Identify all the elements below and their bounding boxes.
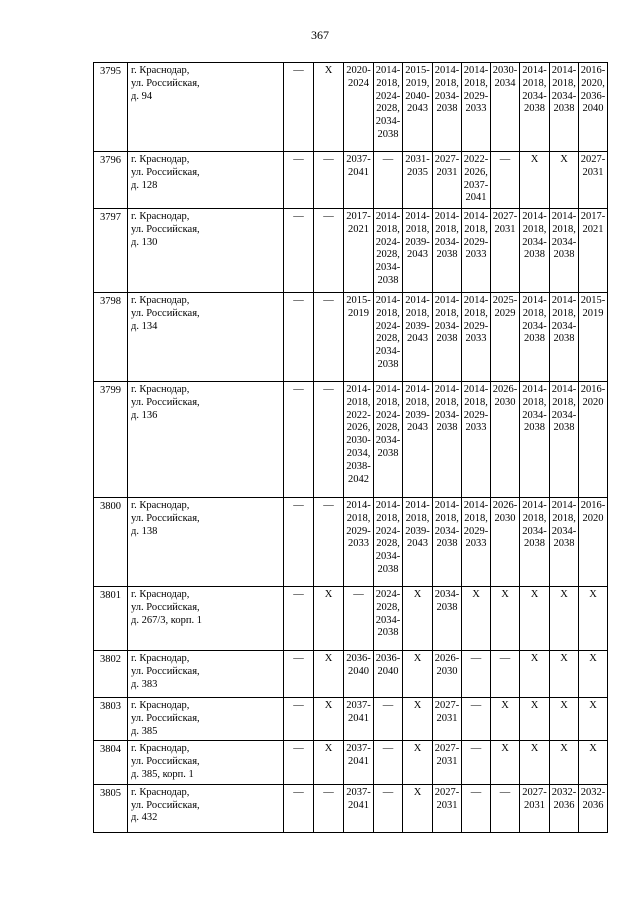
schedule-cell: 2026- 2030 (433, 651, 462, 698)
schedule-cell: — (314, 382, 344, 498)
schedule-cell: 2014- 2018, 2034- 2038 (520, 293, 550, 382)
table-row (94, 293, 608, 382)
row-number-cell: 3797 (94, 209, 128, 293)
schedule-cell: 2014- 2018, 2034- 2038 (550, 498, 579, 587)
schedule-cell: 2014- 2018, 2034- 2038 (433, 498, 462, 587)
schedule-cell: 2027- 2031 (433, 698, 462, 741)
page-number: 367 (311, 28, 329, 42)
schedule-cell: 2015- 2019, 2040- 2043 (403, 63, 433, 152)
schedule-cell: — (374, 152, 403, 209)
address-cell: г. Краснодар, ул. Российская, д. 130 (128, 209, 284, 293)
schedule-cell: 2014- 2018, 2039- 2043 (403, 498, 433, 587)
schedule-cell: X (579, 651, 608, 698)
schedule-cell: 2014- 2018, 2034- 2038 (433, 209, 462, 293)
address-cell: г. Краснодар, ул. Российская, д. 136 (128, 382, 284, 498)
table-row (94, 784, 608, 832)
row-number-cell: 3804 (94, 741, 128, 784)
address-cell: г. Краснодар, ул. Российская, д. 385, корп. 1 (128, 741, 284, 784)
schedule-cell: 2014- 2018, 2039- 2043 (403, 293, 433, 382)
schedule-cell: 2014- 2018, 2034- 2038 (520, 498, 550, 587)
schedule-cell: X (550, 587, 579, 651)
schedule-cell: 2014- 2018, 2029- 2033 (462, 209, 491, 293)
schedule-cell: — (284, 152, 314, 209)
schedule-cell: 2016- 2020, 2036- 2040 (579, 63, 608, 152)
table-row (94, 587, 608, 651)
schedule-cell: 2014- 2018, 2034- 2038 (550, 382, 579, 498)
address-cell: г. Краснодар, ул. Российская, д. 128 (128, 152, 284, 209)
schedule-cell: X (520, 651, 550, 698)
schedule-cell: X (314, 741, 344, 784)
schedule-cell: — (314, 293, 344, 382)
table-row (94, 651, 608, 698)
schedule-cell: — (314, 209, 344, 293)
address-cell: г. Краснодар, ул. Российская, д. 383 (128, 651, 284, 698)
schedule-cell: — (462, 784, 491, 832)
schedule-cell: 2014- 2018, 2034- 2038 (433, 63, 462, 152)
row-number-cell: 3795 (94, 63, 128, 152)
schedule-cell: 2022- 2026, 2037- 2041 (462, 152, 491, 209)
row-number-cell: 3802 (94, 651, 128, 698)
schedule-cell: X (403, 587, 433, 651)
schedule-cell: 2031- 2035 (403, 152, 433, 209)
schedule-cell: 2037- 2041 (344, 152, 374, 209)
schedule-cell: — (284, 209, 314, 293)
schedule-cell: 2014- 2018, 2034- 2038 (433, 382, 462, 498)
schedule-cell: X (520, 741, 550, 784)
schedule-cell: — (491, 784, 520, 832)
schedule-cell: 2014- 2018, 2024- 2028, 2034- 2038 (374, 63, 403, 152)
schedule-cell: 2014- 2018, 2034- 2038 (520, 382, 550, 498)
schedule-cell: — (314, 784, 344, 832)
address-cell: г. Краснодар, ул. Российская, д. 134 (128, 293, 284, 382)
table-row (94, 63, 608, 152)
schedule-cell: — (284, 784, 314, 832)
schedule-cell: X (520, 587, 550, 651)
schedule-cell: 2014- 2018, 2039- 2043 (403, 209, 433, 293)
schedule-cell: 2020- 2024 (344, 63, 374, 152)
schedule-cell: X (403, 651, 433, 698)
schedule-cell: 2037- 2041 (344, 698, 374, 741)
schedule-cell: 2015- 2019 (579, 293, 608, 382)
schedule-cell: — (314, 498, 344, 587)
schedule-cell: X (314, 63, 344, 152)
address-cell: г. Краснодар, ул. Российская, д. 385 (128, 698, 284, 741)
schedule-cell: X (520, 698, 550, 741)
table-row (94, 741, 608, 784)
schedule-cell: — (462, 651, 491, 698)
table-row (94, 209, 608, 293)
row-number-cell: 3805 (94, 784, 128, 832)
schedule-cell: 2014- 2018, 2034- 2038 (550, 63, 579, 152)
schedule-cell: X (550, 741, 579, 784)
row-number-cell: 3801 (94, 587, 128, 651)
schedule-cell: 2015- 2019 (344, 293, 374, 382)
table-row (94, 498, 608, 587)
schedule-cell: 2024- 2028, 2034- 2038 (374, 587, 403, 651)
schedule-cell: 2026- 2030 (491, 498, 520, 587)
row-number-cell: 3799 (94, 382, 128, 498)
schedule-cell: 2036- 2040 (344, 651, 374, 698)
schedule-cell: X (314, 651, 344, 698)
schedule-cell: 2014- 2018, 2034- 2038 (550, 293, 579, 382)
schedule-cell: X (403, 698, 433, 741)
schedule-cell: X (403, 741, 433, 784)
schedule-cell: X (550, 651, 579, 698)
schedule-cell: 2014- 2018, 2034- 2038 (433, 293, 462, 382)
schedule-cell: 2014- 2018, 2039- 2043 (403, 382, 433, 498)
schedule-cell: — (344, 587, 374, 651)
schedule-cell: 2027- 2031 (579, 152, 608, 209)
schedule-cell: 2025- 2029 (491, 293, 520, 382)
schedule-cell: — (314, 152, 344, 209)
schedule-cell: X (579, 741, 608, 784)
schedule-cell: 2017- 2021 (579, 209, 608, 293)
address-cell: г. Краснодар, ул. Российская, д. 432 (128, 784, 284, 832)
schedule-cell: 2027- 2031 (433, 152, 462, 209)
schedule-cell: X (314, 587, 344, 651)
schedule-cell: — (284, 498, 314, 587)
schedule-cell: 2014- 2018, 2029- 2033 (462, 63, 491, 152)
address-cell: г. Краснодар, ул. Российская, д. 94 (128, 63, 284, 152)
schedule-cell: 2014- 2018, 2022- 2026, 2030- 2034, 2038- 2042 (344, 382, 374, 498)
schedule-cell: 2027- 2031 (433, 784, 462, 832)
schedule-cell: — (491, 651, 520, 698)
schedule-cell: 2016- 2020 (579, 498, 608, 587)
table-body (94, 63, 608, 833)
table-row (94, 698, 608, 741)
schedule-cell: X (491, 587, 520, 651)
schedule-cell: — (374, 741, 403, 784)
schedule-cell: 2026- 2030 (491, 382, 520, 498)
row-number-cell: 3796 (94, 152, 128, 209)
row-number-cell: 3798 (94, 293, 128, 382)
schedule-cell: 2014- 2018, 2034- 2038 (550, 209, 579, 293)
schedule-cell: 2037- 2041 (344, 741, 374, 784)
address-cell: г. Краснодар, ул. Российская, д. 138 (128, 498, 284, 587)
schedule-cell: 2014- 2018, 2024- 2028, 2034- 2038 (374, 293, 403, 382)
schedule-cell: 2014- 2018, 2024- 2028, 2034- 2038 (374, 382, 403, 498)
schedule-cell: X (314, 698, 344, 741)
schedule-cell: 2014- 2018, 2024- 2028, 2034- 2038 (374, 209, 403, 293)
schedule-cell: X (520, 152, 550, 209)
schedule-cell: — (284, 741, 314, 784)
housing-repair-schedule-table (93, 62, 608, 833)
schedule-cell: — (374, 784, 403, 832)
schedule-cell: 2014- 2018, 2034- 2038 (520, 63, 550, 152)
schedule-cell: — (462, 698, 491, 741)
schedule-cell: 2032- 2036 (579, 784, 608, 832)
schedule-cell: 2027- 2031 (433, 741, 462, 784)
schedule-cell: X (403, 784, 433, 832)
schedule-cell: 2014- 2018, 2029- 2033 (462, 498, 491, 587)
schedule-cell: 2014- 2018, 2034- 2038 (520, 209, 550, 293)
schedule-cell: 2027- 2031 (491, 209, 520, 293)
schedule-cell: 2036- 2040 (374, 651, 403, 698)
schedule-cell: — (284, 293, 314, 382)
schedule-cell: — (491, 152, 520, 209)
schedule-cell: — (284, 63, 314, 152)
schedule-cell: 2016- 2020 (579, 382, 608, 498)
schedule-cell: X (462, 587, 491, 651)
schedule-cell: X (579, 587, 608, 651)
schedule-cell: 2014- 2018, 2029- 2033 (462, 382, 491, 498)
schedule-cell: 2014- 2018, 2029- 2033 (462, 293, 491, 382)
schedule-cell: X (579, 698, 608, 741)
schedule-cell: — (284, 382, 314, 498)
schedule-cell: 2032- 2036 (550, 784, 579, 832)
schedule-cell: — (374, 698, 403, 741)
row-number-cell: 3800 (94, 498, 128, 587)
schedule-cell: 2014- 2018, 2024- 2028, 2034- 2038 (374, 498, 403, 587)
schedule-cell: 2037- 2041 (344, 784, 374, 832)
schedule-cell: — (284, 587, 314, 651)
schedule-cell: 2017- 2021 (344, 209, 374, 293)
schedule-cell: X (491, 741, 520, 784)
schedule-cell: 2034- 2038 (433, 587, 462, 651)
schedule-cell: — (284, 698, 314, 741)
schedule-cell: — (462, 741, 491, 784)
address-cell: г. Краснодар, ул. Российская, д. 267/3, корп. 1 (128, 587, 284, 651)
schedule-cell: 2027- 2031 (520, 784, 550, 832)
row-number-cell: 3803 (94, 698, 128, 741)
schedule-cell: — (284, 651, 314, 698)
table-row (94, 382, 608, 498)
schedule-cell: X (491, 698, 520, 741)
table-row (94, 152, 608, 209)
schedule-cell: 2014- 2018, 2029- 2033 (344, 498, 374, 587)
schedule-cell: X (550, 698, 579, 741)
schedule-cell: 2030- 2034 (491, 63, 520, 152)
schedule-cell: X (550, 152, 579, 209)
